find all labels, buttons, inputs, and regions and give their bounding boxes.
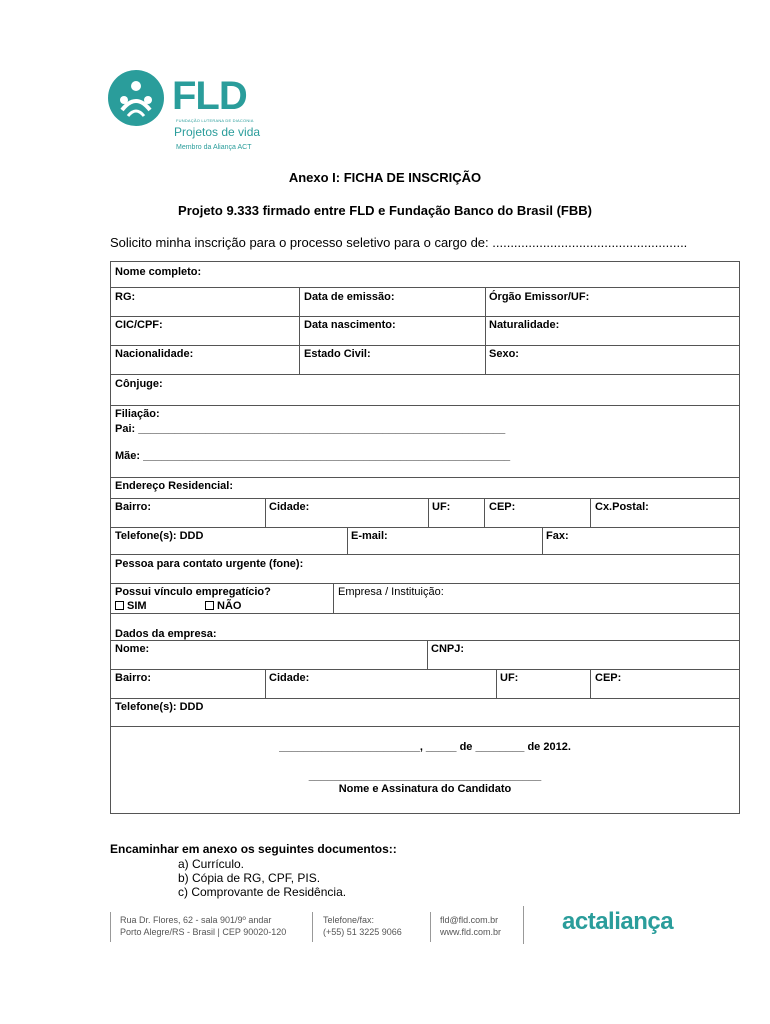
contato-urgente-label: Pessoa para contato urgente (fone):: [115, 558, 304, 570]
cidade-empresa-label: Cidade:: [269, 672, 310, 684]
rg-label: RG:: [115, 291, 136, 303]
sim-checkbox[interactable]: [115, 601, 124, 610]
fld-tagline: Projetos de vida: [174, 125, 261, 139]
email-label: E-mail:: [351, 530, 388, 542]
footer-email-link[interactable]: fld@fld.com.br: [440, 915, 499, 925]
bairro-empresa-label: Bairro:: [115, 672, 152, 684]
bairro-label: Bairro:: [115, 501, 152, 513]
data-emissao-label: Data de emissão:: [304, 291, 395, 303]
document-item: a) Currículo.: [178, 857, 245, 871]
fld-logo-emblem: [108, 70, 164, 126]
telefone-label: Telefone(s): DDD: [115, 530, 204, 542]
footer-divider: [430, 912, 431, 942]
signature-label: Nome e Assinatura do Candidato: [338, 783, 512, 795]
registration-form: [110, 261, 740, 814]
footer-contact: [440, 914, 501, 938]
footer-divider: [110, 912, 111, 942]
nome-empresa-label: Nome:: [115, 643, 150, 655]
cep-label: CEP:: [489, 501, 516, 513]
uf-empresa-label: UF:: [500, 672, 519, 684]
naturalidade-label: Naturalidade:: [489, 319, 560, 331]
data-nascimento-label: Data nascimento:: [304, 319, 396, 331]
nao-checkbox[interactable]: [205, 601, 214, 610]
nacionalidade-label: Nacionalidade:: [115, 348, 194, 360]
fld-logo-subtitle: FUNDAÇÃO LUTERANA DE DIACONIA: [176, 118, 254, 123]
annex-title: Anexo I: FICHA DE INSCRIÇÃO: [288, 170, 482, 185]
telefone-empresa-label: Telefone(s): DDD: [115, 701, 204, 713]
documents-title: Encaminhar em anexo os seguintes documentos::: [110, 842, 397, 856]
uf-label: UF:: [432, 501, 451, 513]
fax-label: Fax:: [546, 530, 569, 542]
pai-label: Pai: ____________________________________________________________: [115, 423, 506, 435]
signature-line: ______________________________________: [308, 770, 542, 782]
orgao-emissor-label: Órgão Emissor/UF:: [489, 291, 590, 303]
empresa-instituicao-label: Empresa / Instituição:: [338, 586, 444, 598]
footer-phone: Telefone/fax: (+55) 51 3225 9066: [323, 915, 402, 937]
footer-divider: [523, 906, 524, 944]
footer-divider: [312, 912, 313, 942]
cidade-label: Cidade:: [269, 501, 310, 513]
document-item: b) Cópia de RG, CPF, PIS.: [178, 871, 321, 885]
endereco-label: Endereço Residencial:: [115, 480, 233, 492]
nome-completo-label: Nome completo:: [115, 266, 202, 278]
conjuge-label: Cônjuge:: [115, 378, 163, 390]
fld-member-text: Membro da Aliança ACT: [176, 144, 252, 151]
filiacao-label: Filiação:: [115, 408, 160, 420]
footer-address: Rua Dr. Flores, 62 - sala 901/9º andar Porto Alegre/RS - Brasil | CEP 90020-120: [120, 915, 287, 937]
cic-cpf-label: CIC/CPF:: [115, 319, 163, 331]
project-title: Projeto 9.333 firmado entre FLD e Fundação Banco do Brasil (FBB): [178, 203, 592, 218]
estado-civil-label: Estado Civil:: [304, 348, 371, 360]
request-line: Solicito minha inscrição para o processo seletivo para o cargo de: ......................................................: [110, 235, 688, 250]
sexo-label: Sexo:: [489, 348, 519, 360]
date-line: _______________________, _____ de ________ de 2012.: [279, 741, 571, 753]
footer-site-link[interactable]: www.fld.com.br: [440, 927, 502, 937]
act-alianca-logo: actaliança: [562, 908, 674, 935]
mae-label: Mãe: ____________________________________________________________: [115, 450, 511, 462]
cep-empresa-label: CEP:: [595, 672, 622, 684]
vinculo-label: Possui vínculo empregatício?: [115, 586, 271, 598]
fld-logo-text: FLD: [172, 74, 247, 118]
cnpj-label: CNPJ:: [431, 643, 465, 655]
sim-option[interactable]: SIM: [115, 600, 147, 612]
nao-option[interactable]: NÃO: [205, 600, 241, 612]
document-item: c) Comprovante de Residência.: [178, 885, 347, 899]
dados-empresa-label: Dados da empresa:: [115, 628, 217, 640]
cx-postal-label: Cx.Postal:: [595, 501, 649, 513]
